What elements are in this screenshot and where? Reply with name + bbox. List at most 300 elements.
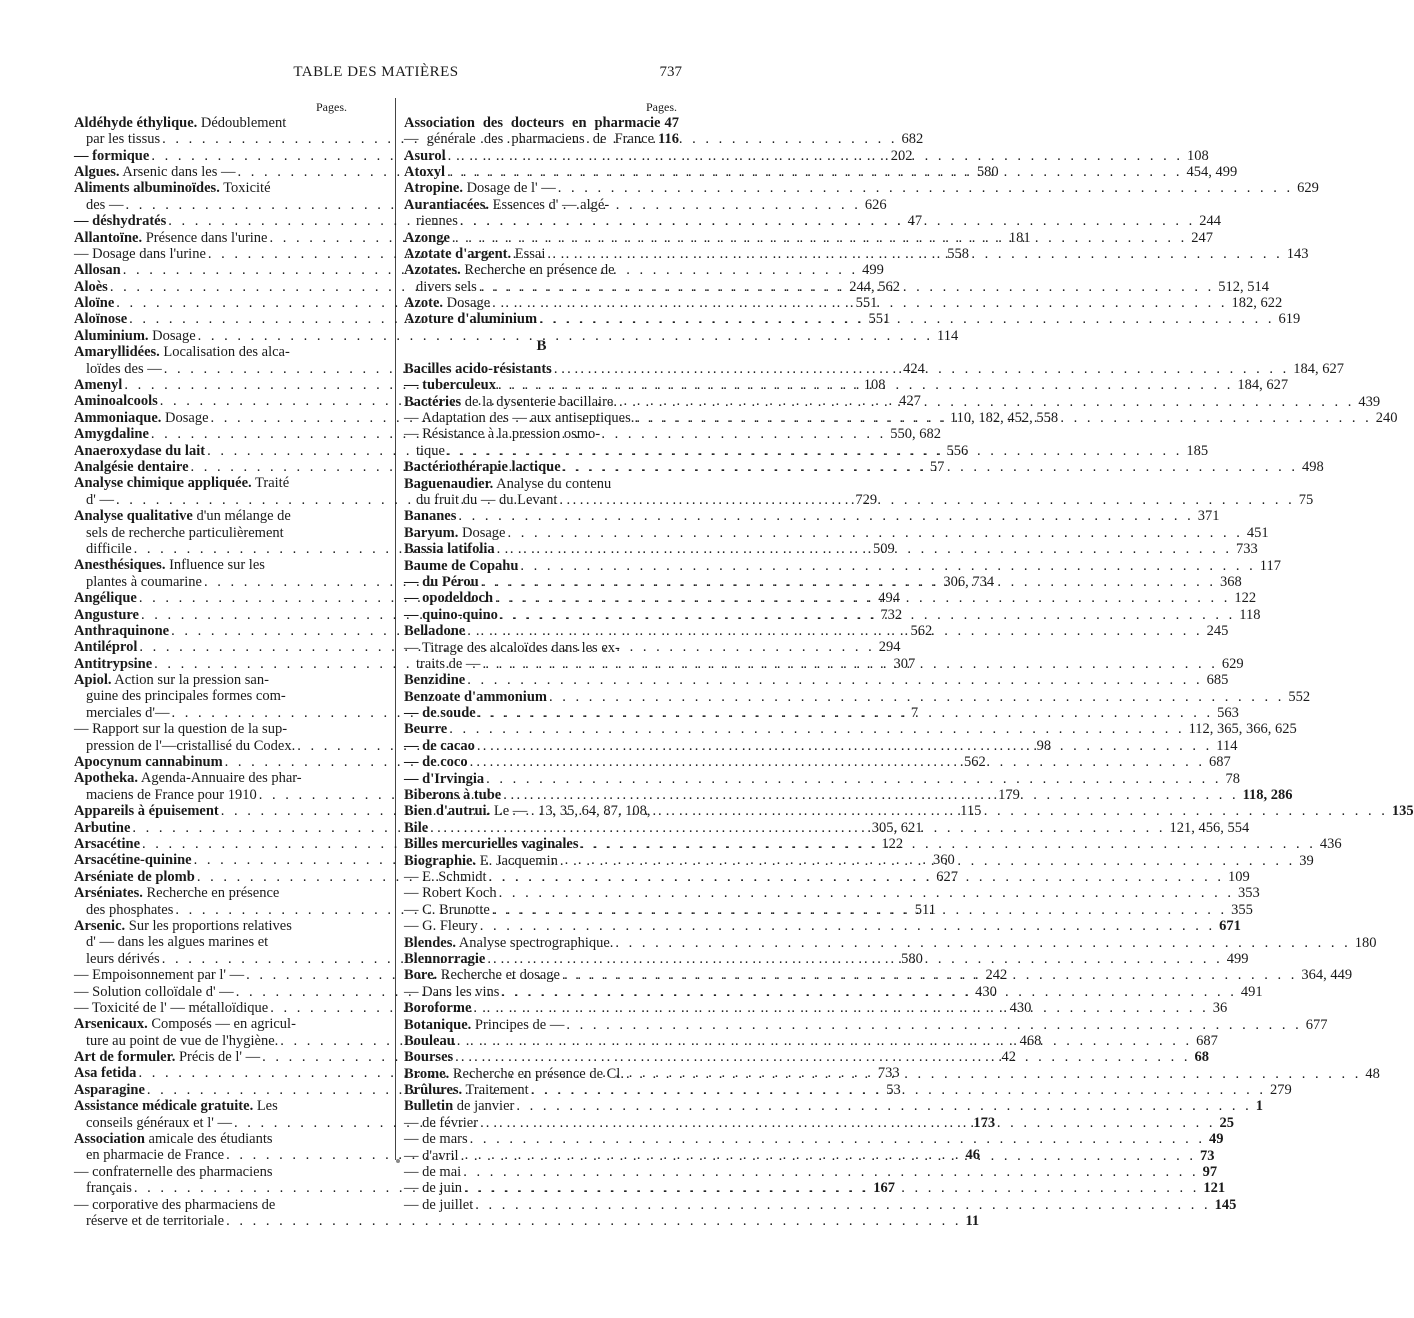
entry-text — [74, 426, 149, 442]
entry-term: Brome. — [404, 1065, 450, 1082]
entry-page-ref: 682 — [901, 131, 924, 148]
entry-text — [404, 754, 468, 770]
entry-term: Belladone — [404, 623, 466, 640]
entry-text — [74, 410, 209, 426]
entry-term: Aminoalcools — [74, 393, 158, 410]
entry-term: Biographie. — [404, 852, 477, 869]
entry-page-ref: 424 — [903, 360, 925, 377]
entry-description: Analyse du contenu — [493, 475, 612, 492]
leader-dots — [547, 689, 1284, 705]
leader-dots — [651, 803, 1388, 819]
entry-page-ref: 57 — [929, 459, 945, 475]
index-entry — [404, 918, 1241, 935]
entry-text — [74, 344, 290, 360]
entry-term: Angélique — [74, 590, 137, 607]
entry-text — [74, 656, 152, 672]
index-entry — [404, 1196, 1237, 1213]
index-entry — [74, 327, 959, 344]
entry-term: Benzoate d'ammonium — [404, 688, 547, 705]
entry-text — [404, 1033, 455, 1049]
entry-term: Beurre — [404, 721, 448, 738]
entry-description: d' — dans les algues marines et — [86, 934, 269, 951]
entry-page-ref: 729 — [855, 491, 878, 508]
entry-term: Association — [74, 1131, 145, 1148]
pages-heading: Pages. — [646, 100, 677, 114]
entry-text — [416, 443, 445, 459]
entry-term: Bactériothérapie lactique — [404, 459, 561, 476]
entry-description: du fruit du — du Levant — [416, 492, 558, 508]
entry-page-ref: 182, 622 — [1231, 295, 1283, 312]
leader-dots — [557, 492, 1294, 508]
entry-term: Boroforme — [404, 1000, 472, 1017]
leader-dots — [501, 787, 1238, 803]
entry-term: Bourses — [404, 1049, 454, 1066]
entry-text — [74, 672, 269, 688]
leader-dots — [446, 148, 1183, 164]
entry-page-ref: 562 — [964, 754, 986, 771]
entry-term: Anthraquinone — [74, 622, 170, 639]
entry-text — [404, 1082, 529, 1098]
entry-description: — Dosage dans l'urine — [74, 245, 206, 262]
leader-dots — [475, 738, 1212, 754]
entry-text — [74, 1164, 272, 1180]
entry-term: Atropine. — [404, 180, 463, 197]
entry-description: Localisation des alca- — [159, 344, 290, 361]
leader-dots — [487, 869, 1224, 885]
entry-page-ref: 116 — [658, 131, 679, 148]
leader-dots — [445, 164, 1182, 180]
page-mark — [396, 1159, 400, 1163]
entry-page-ref: 451 — [1246, 524, 1269, 541]
leader-dots — [499, 984, 1236, 1000]
entry-page-ref: 118, 286 — [1242, 787, 1293, 804]
entry-term: Apocynum cannabinum — [74, 754, 223, 771]
entry-term: Antiléprol — [74, 639, 138, 656]
entry-term: Azotate d'argent. — [404, 245, 512, 262]
entry-page-ref: 509 — [873, 540, 895, 557]
entry-description: — Solution colloïdale d' — — [74, 983, 234, 1000]
entry-text — [74, 148, 149, 164]
entry-description: de la dysenterie bacillaire. — [461, 393, 617, 410]
leader-dots — [465, 623, 1202, 639]
index-entry — [74, 688, 349, 704]
entry-page-ref: 122 — [881, 835, 904, 852]
entry-page-ref: 122 — [1234, 590, 1257, 607]
entry-page-ref: 46 — [965, 1147, 980, 1164]
leader-dots — [453, 1049, 1190, 1065]
entry-description: réserve et de territoriale — [86, 1212, 225, 1229]
entry-description: — E. Schmidt — [404, 868, 487, 885]
entry-term: Bulletin — [404, 1098, 454, 1115]
entry-description: Traitement — [462, 1082, 529, 1099]
entry-description: traits de — — [416, 655, 481, 672]
entry-term: Arsacétine — [74, 835, 141, 852]
entry-text — [86, 525, 284, 541]
entry-term: Aloïnose — [74, 311, 128, 328]
entry-description: — corporative des pharmaciens de — [74, 1196, 276, 1213]
index-entry — [74, 557, 349, 573]
entry-page-ref: 181 — [1008, 229, 1031, 246]
entry-text — [86, 688, 286, 704]
entry-text — [74, 262, 121, 278]
entry-page-ref: 7 — [910, 704, 919, 721]
leader-dots — [465, 672, 1202, 688]
entry-text — [404, 246, 545, 262]
entry-text — [404, 590, 493, 606]
entry-term: Bacilles acido-résistants — [404, 360, 552, 377]
entry-page-ref: 687 — [1196, 1032, 1218, 1049]
entry-text — [74, 820, 130, 836]
entry-text — [404, 164, 445, 180]
entry-term: Appareils à épuisement — [74, 803, 219, 820]
entry-description: — C. Brunotte — [404, 901, 490, 918]
page-title: TABLE DES MATIÈRES — [293, 64, 459, 80]
entry-description: Dosage — [458, 524, 506, 541]
entry-term: Aurantiacées. — [404, 196, 489, 213]
entry-term: Benzidine — [404, 672, 466, 689]
entry-page-ref: 202 — [890, 147, 913, 164]
entry-term: Apiol. — [74, 672, 112, 689]
leader-dots — [461, 1164, 1198, 1180]
entry-description: tique — [416, 442, 445, 459]
index-entry — [404, 262, 679, 278]
entry-description: d'un mélange de — [192, 508, 291, 525]
entry-term: Allantoïne. — [74, 229, 143, 246]
leader-dots — [624, 1066, 1361, 1082]
entry-description: — d'avril — [404, 1147, 459, 1164]
entry-page-ref: 185 — [1186, 442, 1209, 459]
entry-page-ref: 491 — [1240, 983, 1263, 1000]
entry-term: Bore. — [404, 967, 438, 984]
entry-text — [86, 361, 162, 377]
entry-text — [404, 131, 654, 147]
entry-page-ref: 68 — [1194, 1049, 1210, 1066]
entry-term: Bile — [404, 819, 429, 836]
entry-text — [86, 951, 160, 967]
entry-term: Biberons à tube — [404, 787, 502, 804]
entry-text — [74, 164, 236, 180]
index-entry — [404, 180, 1319, 197]
entry-page-ref: 135 — [1391, 803, 1414, 820]
index-entry — [74, 344, 349, 360]
entry-page-ref: 112, 365, 366, 625 — [1188, 721, 1297, 738]
page-number: 737 — [659, 64, 682, 80]
entry-text — [404, 459, 561, 475]
entry-description: Recherche et dosage — [437, 967, 560, 984]
entry-description: par les tissus — [86, 131, 161, 148]
leader-dots — [447, 721, 1184, 737]
entry-term: Azote. — [404, 295, 444, 312]
entry-text — [74, 607, 139, 623]
entry-description: — tuberculeux — [404, 377, 496, 394]
entry-term: Angusture — [74, 606, 139, 623]
entry-text — [404, 1131, 468, 1147]
entry-description: — de juin — [404, 1180, 462, 1197]
entry-description: merciales d'— — [86, 704, 170, 721]
leader-dots — [493, 590, 1230, 606]
entry-text — [404, 377, 496, 393]
entry-page-ref: 629 — [1297, 180, 1319, 197]
index-entry — [404, 508, 1220, 525]
entry-text — [404, 705, 476, 721]
entry-description: Présence dans l'urine — [142, 229, 268, 246]
entry-text — [86, 787, 257, 803]
entry-description: Recherche en présence — [142, 885, 280, 902]
entry-term: Analyse chimique appliquée. — [74, 475, 252, 492]
entry-page-ref: 563 — [1217, 705, 1239, 722]
entry-description: — confraternelle des pharmaciens — [74, 1163, 273, 1180]
entry-description: pression de l'—cristallisé du Codex. — [86, 737, 296, 754]
entry-page-ref: 78 — [1225, 770, 1241, 787]
entry-text — [86, 705, 170, 721]
entry-description: Dosage — [443, 295, 491, 312]
entry-term: Blennorragie — [404, 950, 486, 967]
entry-page-ref: 184, 627 — [1293, 360, 1344, 377]
entry-text — [74, 1049, 260, 1065]
entry-description: — Adaptation des — aux antiseptiques. — [404, 410, 635, 427]
entry-term: Asa fetida — [74, 1065, 137, 1082]
entry-term: Art de formuler. — [74, 1049, 176, 1066]
entry-description: Action sur la pression san- — [111, 672, 269, 689]
entry-description: Dosage — [148, 327, 196, 344]
entry-page-ref: 240 — [1375, 410, 1398, 427]
entry-page-ref: 245 — [1206, 623, 1229, 640]
index-entry — [404, 640, 679, 656]
index-entry — [404, 197, 679, 213]
entry-text — [74, 1131, 273, 1147]
entry-text — [74, 967, 244, 983]
entry-page-ref: 550, 682 — [890, 426, 942, 443]
index-entry — [74, 475, 349, 491]
entry-text — [416, 492, 557, 508]
entry-description: difficile — [86, 540, 132, 557]
leader-dots — [459, 1148, 1196, 1164]
entry-page-ref: 42 — [1001, 1049, 1016, 1066]
entry-page-ref: 626 — [864, 196, 887, 213]
index-entry — [404, 557, 1282, 574]
entry-page-ref: 430 — [975, 983, 997, 1000]
entry-description: maciens de France pour 1910 — [86, 786, 257, 803]
entry-page-ref: 167 — [873, 1180, 896, 1197]
index-entry — [74, 180, 349, 196]
entry-text — [404, 1017, 564, 1033]
entry-text — [74, 213, 166, 229]
index-entry — [404, 1016, 1328, 1033]
entry-description: — Toxicité de l' — métalloïdique — [74, 999, 269, 1016]
entry-description: Arsenic dans les — — [119, 163, 236, 180]
leader-dots — [445, 443, 1182, 459]
index-entry — [74, 672, 349, 688]
entry-page-ref: 551 — [868, 311, 891, 328]
entry-text — [74, 311, 127, 327]
entry-page-ref: 145 — [1214, 1196, 1237, 1213]
entry-text — [404, 803, 651, 819]
entry-page-ref: 49 — [1209, 1131, 1224, 1148]
leader-dots — [450, 230, 1187, 246]
entry-description: guine des principales formes com- — [86, 688, 286, 705]
entry-page-ref: 371 — [1197, 508, 1220, 525]
entry-page-ref: 36 — [1212, 1000, 1228, 1017]
entry-text — [74, 377, 122, 393]
entry-description: E. Jacquemin — [476, 852, 558, 869]
leader-dots — [560, 967, 1297, 983]
leader-dots — [224, 1213, 961, 1229]
entry-text — [404, 508, 456, 524]
leader-dots — [477, 279, 1214, 295]
entry-description: — quino-quino — [404, 606, 498, 623]
entry-text — [74, 1098, 278, 1114]
entry-text — [86, 492, 114, 508]
leader-dots — [476, 705, 1213, 721]
entry-page-ref: 108 — [1187, 147, 1209, 164]
entry-term: Arséniate de plomb — [74, 868, 195, 885]
entry-text — [404, 869, 487, 885]
entry-term: Analyse qualitative — [74, 508, 193, 525]
entry-text — [74, 508, 291, 524]
entry-description: divers sels — [416, 278, 477, 295]
entry-page-ref: 732 — [880, 606, 903, 623]
entry-page-ref: 580 — [901, 950, 923, 967]
index-entry — [74, 1016, 349, 1032]
entry-page-ref: 143 — [1286, 245, 1309, 262]
entry-term: Apotheka. — [74, 770, 139, 787]
entry-description: Essai — [511, 245, 546, 262]
entry-description: en pharmacie de France — [86, 1147, 225, 1164]
entry-text — [86, 131, 160, 147]
index-entry — [404, 1098, 1263, 1115]
entry-text — [86, 934, 268, 950]
entry-description: Sur les proportions relatives — [125, 917, 292, 934]
entry-term: Arséniates. — [74, 885, 143, 902]
entry-page-ref: 439 — [1358, 393, 1381, 410]
leader-dots — [579, 836, 1316, 852]
entry-text — [74, 918, 292, 934]
leader-dots — [545, 246, 1282, 262]
entry-page-ref: 47 — [664, 114, 679, 131]
entry-text — [74, 443, 205, 459]
entry-text — [74, 557, 265, 573]
entry-term: Antitrypsine — [74, 655, 153, 672]
entry-term: Brûlures. — [404, 1082, 463, 1099]
entry-description: Dosage de l' — — [462, 180, 556, 197]
entry-description: Principes de — — [471, 1016, 565, 1033]
leader-dots — [529, 1082, 1266, 1098]
entry-text — [404, 311, 537, 327]
index-entry — [404, 524, 1269, 541]
entry-page-ref: 551 — [855, 295, 878, 312]
entry-description: Essences d' — algé- — [488, 196, 610, 213]
entry-text — [404, 721, 447, 737]
leader-dots — [456, 508, 1193, 524]
entry-text — [404, 1098, 514, 1114]
entry-text — [404, 1000, 471, 1016]
entry-text — [404, 115, 661, 131]
leader-dots — [556, 180, 1293, 196]
entry-description: Influence sur les — [165, 557, 265, 574]
index-entry — [74, 1197, 349, 1213]
entry-description: — de cacao — [404, 737, 475, 754]
entry-text — [74, 459, 189, 475]
entry-text — [86, 1213, 224, 1229]
entry-text — [404, 771, 484, 787]
leader-dots — [552, 361, 1289, 377]
entry-description: — générale des pharmaciens de France — [404, 131, 655, 148]
leader-dots — [480, 656, 1217, 672]
entry-page-ref: 242 — [985, 967, 1008, 984]
entry-text — [86, 1147, 224, 1163]
leader-dots — [471, 1000, 1208, 1016]
entry-page-ref: 511 — [914, 901, 936, 918]
entry-page-ref: 118 — [1239, 606, 1261, 623]
entry-description: Analyse spectrographique. — [455, 934, 614, 951]
leader-dots — [537, 311, 1274, 327]
entry-description: Le — . 13, 35, 64, 87, 108, — [490, 803, 651, 820]
entry-page-ref: 73 — [1199, 1147, 1215, 1164]
entry-page-ref: 11 — [965, 1212, 980, 1229]
entry-page-ref: 75 — [1298, 492, 1314, 508]
leader-dots — [462, 1180, 1199, 1196]
entry-page-ref: 48 — [1365, 1065, 1380, 1082]
entry-text — [404, 672, 465, 688]
entry-description: — Résistance à la pression osmo- — [404, 426, 601, 443]
index-entry — [74, 1131, 349, 1147]
leader-dots — [458, 213, 1195, 229]
index-entry — [404, 115, 679, 131]
leader-dots — [497, 885, 1234, 901]
entry-page-ref: 687 — [1209, 754, 1231, 771]
entry-text — [404, 476, 611, 492]
entry-description: Recherche en présence de Cl. — [449, 1065, 624, 1082]
leader-dots — [617, 394, 1354, 410]
entry-page-ref: 117 — [1259, 557, 1282, 574]
entry-description: de janvier — [453, 1098, 515, 1115]
entry-page-ref: 427 — [899, 393, 921, 410]
entry-description: loïdes des — — [86, 360, 162, 377]
entry-term: Arsenicaux. — [74, 1016, 148, 1033]
entry-description: — G. Fleury — [404, 918, 478, 935]
leader-dots — [490, 295, 1227, 311]
entry-term: Association des docteurs en pharmacie — [404, 114, 661, 131]
index-entry — [404, 476, 679, 492]
leader-dots — [561, 459, 1298, 475]
entry-text — [74, 639, 137, 655]
index-entry — [404, 131, 679, 147]
entry-text — [74, 623, 169, 639]
leader-dots — [634, 410, 1371, 426]
entry-page-ref: 180 — [1354, 934, 1377, 951]
entry-page-ref: 114 — [1216, 737, 1238, 754]
leader-dots — [473, 1197, 1210, 1213]
entry-page-ref: 173 — [973, 1114, 996, 1131]
entry-description: — Titrage des alcaloïdes dans les ex- — [404, 639, 620, 656]
entry-page-ref: 629 — [1221, 655, 1244, 672]
entry-page-ref: 121, 456, 554 — [1169, 819, 1250, 836]
entry-text — [74, 721, 287, 737]
entry-page-ref: 305, 621 — [871, 819, 923, 836]
index-entry — [404, 672, 1229, 689]
entry-text — [404, 787, 501, 803]
entry-text — [404, 640, 620, 656]
entry-description: — Rapport sur la question de la sup- — [74, 721, 288, 738]
entry-page-ref: 109 — [1227, 868, 1250, 885]
entry-text — [86, 1180, 132, 1196]
entry-description: Précis de l' — — [175, 1049, 261, 1066]
entry-text — [404, 574, 479, 590]
entry-description: Composés — en agricul- — [147, 1016, 296, 1033]
index-entry — [74, 934, 349, 950]
leader-dots — [495, 541, 1232, 557]
entry-page-ref: 512, 514 — [1218, 278, 1269, 295]
